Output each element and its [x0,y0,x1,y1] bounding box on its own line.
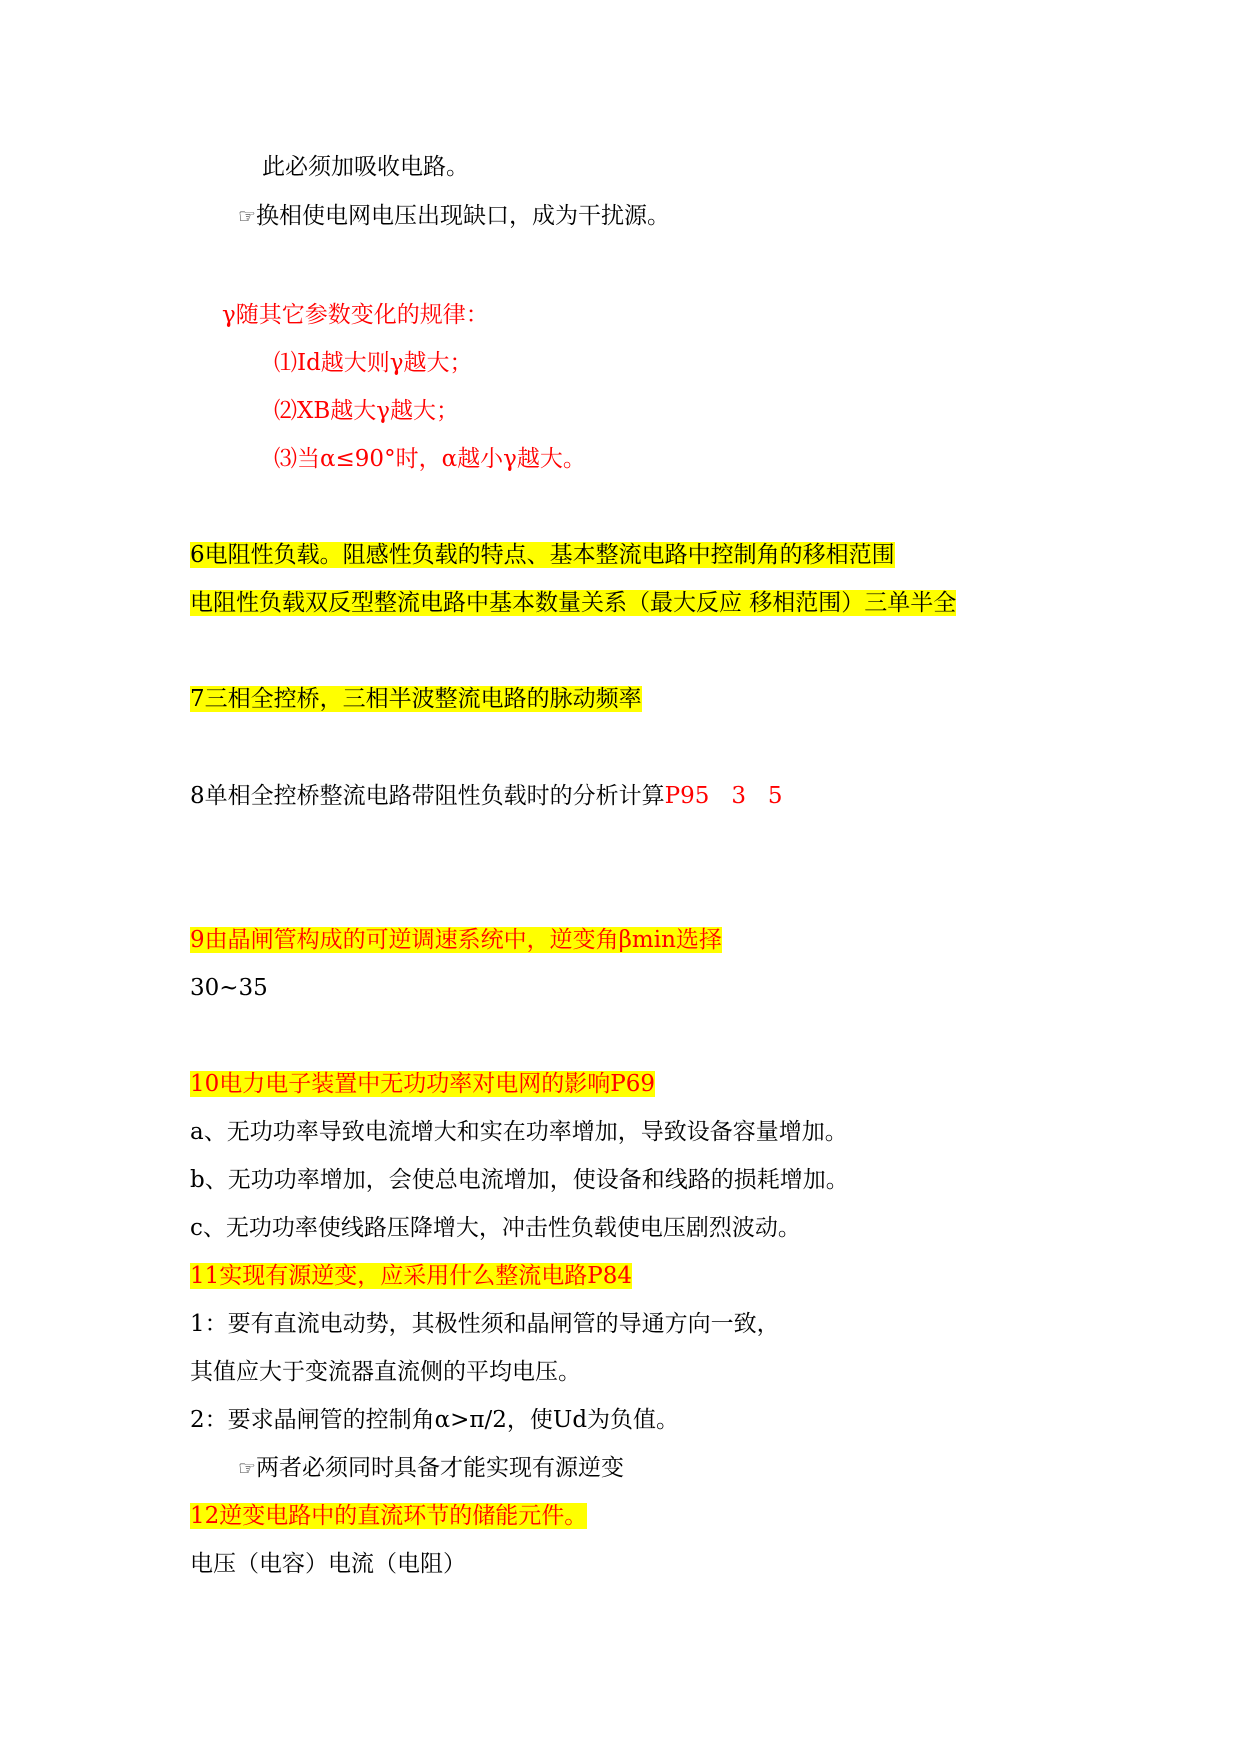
gamma-item: ⑵XB越大γ越大； [274,398,460,424]
question-8-title: 8单相全控桥整流电路带阻性负载时的分析计算P95 3 5 [190,783,783,809]
question-11-item: 其值应大于变流器直流侧的平均电压。 [190,1359,581,1385]
question-12-title: 12逆变电路中的直流环节的储能元件。 [190,1503,588,1529]
question-10-item: c、无功功率使线路压降增大，冲击性负载使电压剧烈波动。 [190,1215,801,1241]
question-10-item: a、无功功率导致电流增大和实在功率增加，导致设备容量增加。 [190,1119,848,1145]
page-reference: P95 3 5 [664,783,783,809]
question-9-answer: 30~35 [190,975,268,1001]
question-6-line-2: 电阻性负载双反型整流电路中基本数量关系（最大反应 移相范围）三单半全 [190,590,957,616]
question-11-note: ☞两者必须同时具备才能实现有源逆变 [238,1455,624,1481]
bullet-line: ☞换相使电网电压出现缺口，成为干扰源。 [238,203,670,229]
question-6-line-1: 6电阻性负载。阻感性负载的特点、基本整流电路中控制角的移相范围 [190,542,895,568]
question-11-title: 11实现有源逆变，应采用什么整流电路P84 [190,1263,633,1289]
gamma-item: ⑴Id越大则γ越大； [274,350,473,376]
pointing-hand-icon: ☞ [238,204,256,228]
pointing-hand-icon: ☞ [238,1456,256,1480]
question-7-title: 7三相全控桥，三相半波整流电路的脉动频率 [190,686,642,712]
gamma-item: ⑶当α≤90°时，α越小γ越大。 [274,446,586,472]
continued-text: 此必须加吸收电路。 [262,154,469,180]
gamma-title: γ随其它参数变化的规律： [222,302,489,328]
question-10-item: b、无功功率增加，会使总电流增加，使设备和线路的损耗增加。 [190,1167,849,1193]
question-10-title: 10电力电子装置中无功功率对电网的影响P69 [190,1071,656,1097]
question-12-answer: 电压（电容）电流（电阻） [190,1551,466,1577]
question-9-title: 9由晶闸管构成的可逆调速系统中，逆变角βmin选择 [190,927,722,953]
question-11-item: 2：要求晶闸管的控制角α>π/2，使Ud为负值。 [190,1407,680,1433]
question-11-item: 1：要有直流电动势，其极性须和晶闸管的导通方向一致， [190,1311,780,1337]
